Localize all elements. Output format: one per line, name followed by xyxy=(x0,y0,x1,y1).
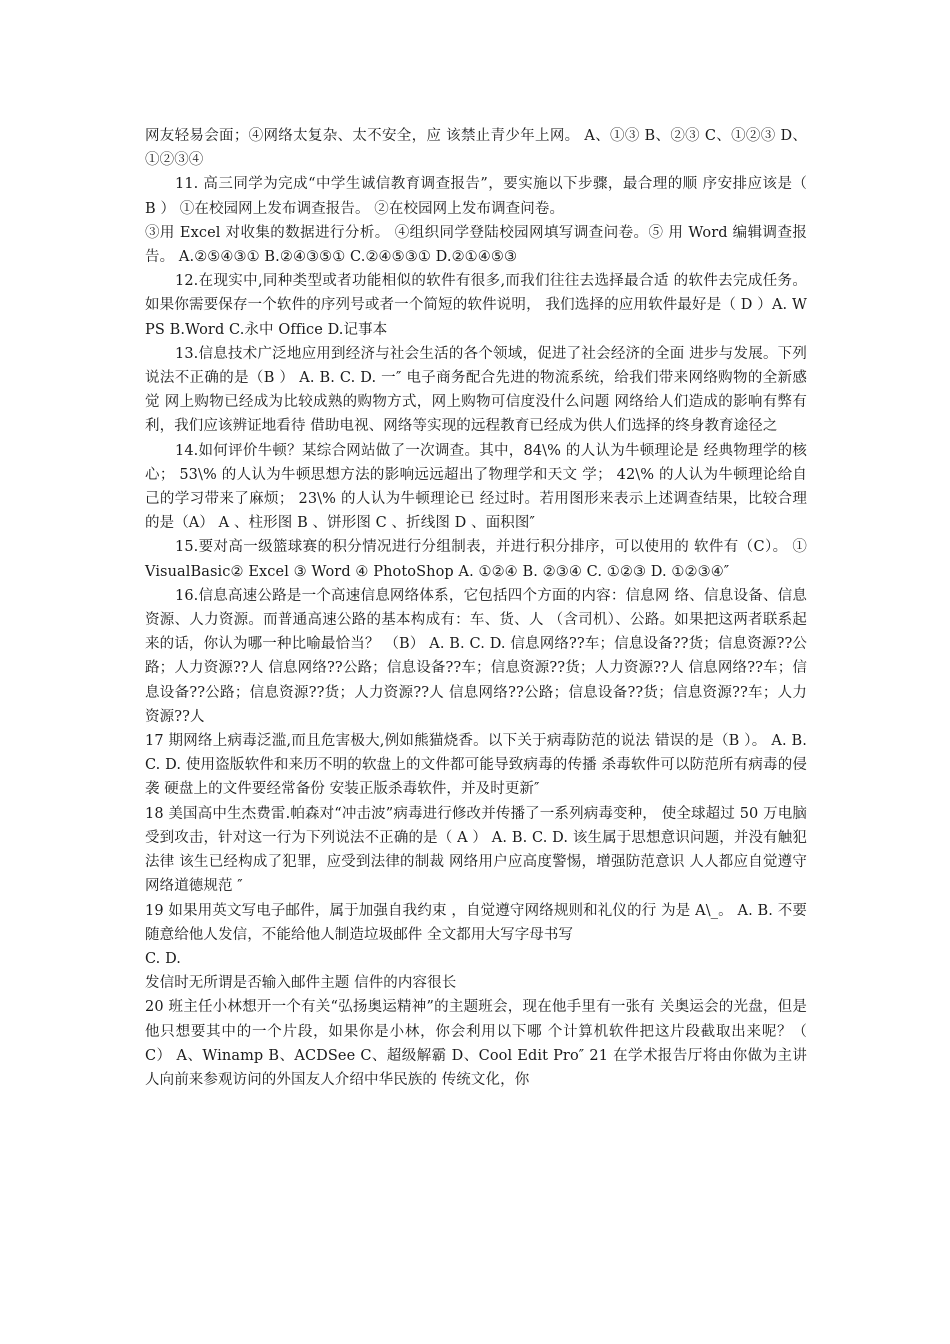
paragraph-q11-cont: ③用 Excel 对收集的数据进行分析。 ④组织同学登陆校园网填写调查问卷。⑤ 用 Word 编辑调查报告。 A.②⑤④③① B.②④③⑤① C.②④⑤③① D.②①④⑤③ xyxy=(145,224,807,266)
paragraph-q12: 12.在现实中,同种类型或者功能相似的软件有很多,而我们往往去选择最合适 的软件去完成任务。如果你需要保存一个软件的序列号或者一个简短的软件说明， 我们选择的应用软件最好是（ D ）A. WPS B.Word C.永中 Office D.记事本 xyxy=(145,273,807,338)
paragraph-q14: 14.如何评价牛顿？某综合网站做了一次调查。其中，84\% 的人认为牛顿理论是 经典物理学的核心； 53\% 的人认为牛顿思想方法的影响远远超出了物理学和天文 学； 42\% 的人认为牛顿理论给自己的学习带来了麻烦； 23\% 的人认为牛顿理论已 经过时。若用图形来表示上述调查结果，比较合理的是（A） A 、柱形图 B 、饼形图 C 、折线图 D 、面积图″ xyxy=(145,442,807,532)
document-body xyxy=(145,124,807,1092)
paragraph-q19: 19 如果用英文写电子邮件，属于加强自我约束 ，自觉遵守网络规则和礼仪的行 为是 A\_。 A. B. 不要随意给他人发信，不能给他人制造垃圾邮件 全文都用大写字母书写 xyxy=(145,902,807,943)
paragraph-q15: 15.要对高一级篮球赛的积分情况进行分组制表，并进行积分排序，可以使用的 软件有（C）。 ① VisualBasic② Excel ③ Word ④ PhotoShop A. ①②④ B. ②③④ C. ①②③ D. ①②③④″ xyxy=(145,539,807,580)
paragraph-q16: 16.信息高速公路是一个高速信息网络体系，它包括四个方面的内容：信息网 络、信息设备、信息资源、人力资源。而普通高速公路的基本构成有：车、货、人 （含司机）、公路。如果把这两者联系起来的话，你认为哪一种比喻最恰当？ （B） A. B. C. D. 信息网络??车；信息设备??货；信息资源??公路；人力资源??人 信息网络??公路；信息设备??车；信息资源??货；人力资源??人 信息网络??车；信息设备??公路；信息资源??货；人力资源??人 信息网络??公路；信息设备??货；信息资源??车；人力资源??人 xyxy=(145,587,807,725)
paragraph-q17: 17 期网络上病毒泛滥,而且危害极大,例如熊猫烧香。以下关于病毒防范的说法 错误的是（B ）。 A. B. C. D. 使用盗版软件和来历不明的软盘上的文件都可能导致病毒的传播 杀毒软件可以防范所有病毒的侵袭 硬盘上的文件要经常备份 安装正版杀毒软件，并及时更新″ xyxy=(145,733,807,798)
paragraph-q18: 18 美国高中生杰费雷.帕森对“冲击波”病毒进行修改并传播了一系列病毒变种， 使全球超过 50 万电脑受到攻击，针对这一行为下列说法不正确的是（ A ） A. B. C. D. 该生属于思想意识问题，并没有触犯法律 该生已经构成了犯罪，应受到法律的制裁 网络用户应高度警惕，增强防范意识 人人都应自觉遵守网络道德规范 ″ xyxy=(145,805,807,895)
paragraph-q11: 11. 高三同学为完成“中学生诚信教育调查报告”，要实施以下步骤，最合理的顺 序安排应该是（ B ） ①在校园网上发布调查报告。 ②在校园网上发布调查问卷。 xyxy=(145,176,807,217)
paragraph-q13: 13.信息技术广泛地应用到经济与社会生活的各个领域，促进了社会经济的全面 进步与发展。下列说法不正确的是（B ） A. B. C. D. 一″ 电子商务配合先进的物流系统，给我们带来网络购物的全新感觉 网上购物已经成为比较成熟的购物方式，网上购物可信度没什么问题 网络给人们造成的影响有弊有利，我们应该辨证地看待 借助电视、网络等实现的远程教育已经成为供人们选择的终身教育途径之 xyxy=(145,345,807,435)
paragraph-q19-options-label: C. D. xyxy=(145,950,182,967)
paragraph-q10-options: 网友轻易会面；④网络太复杂、太不安全，应 该禁止青少年上网。 A、①③ B、②③ C、①②③ D、①②③④ xyxy=(145,128,807,169)
paragraph-q20: 20 班主任小林想开一个有关“弘扬奥运精神”的主题班会，现在他手里有一张有 关奥运会的光盘，但是他只想要其中的一个片段，如果你是小林，你会利用以下哪 个计算机软件把这片段截取出来呢？（ C） A、Winamp B、ACDSee C、超级解霸 D、Cool Edit Pro″ 21 在学术报告厅将由你做为主讲人向前来参观访问的外国友人介绍中华民族的 传统文化，你 xyxy=(145,999,807,1088)
paragraph-q19-options: 发信时无所谓是否输入邮件主题 信件的内容很长 xyxy=(145,975,457,992)
